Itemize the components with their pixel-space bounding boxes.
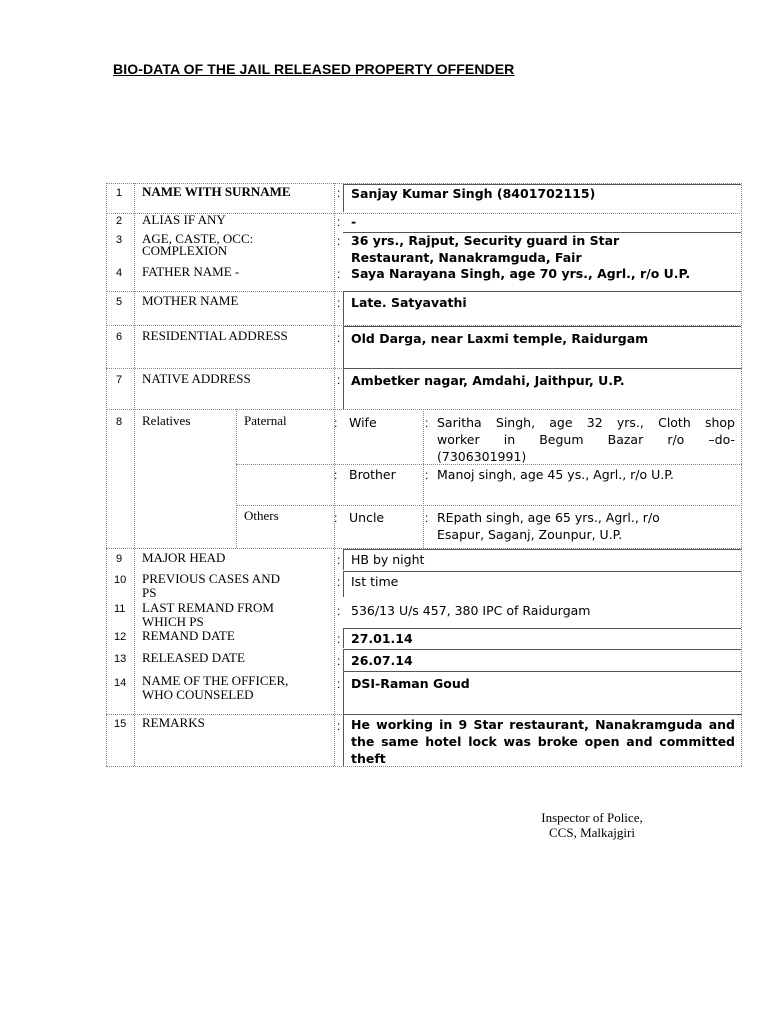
colon-separator: : [337, 331, 341, 345]
row-number: 6 [116, 331, 123, 343]
field-value-native: Ambetker nagar, Amdahi, Jaithpur, U.P. [351, 373, 625, 388]
colon-separator: : [337, 677, 341, 691]
field-label-last-remand-line2: WHICH PS [142, 614, 204, 629]
field-value-father: Saya Narayana Singh, age 70 yrs., Agrl., r/o U.P. [351, 266, 691, 281]
field-value-major-head: HB by night [351, 552, 425, 567]
field-value-residential: Old Darga, near Laxmi temple, Raidurgam [351, 331, 649, 346]
field-label-residential: RESIDENTIAL ADDRESS [142, 328, 288, 343]
document-title: BIO-DATA OF THE JAIL RELEASED PROPERTY OFFENDER [113, 61, 515, 77]
field-label-previous-cases-line1: PREVIOUS CASES AND [142, 571, 280, 586]
colon-separator: : [337, 575, 341, 589]
colon-separator: : [425, 416, 429, 430]
colon-separator: : [337, 632, 341, 646]
relative-uncle-line2: Esapur, Saganj, Zounpur, U.P. [437, 527, 623, 542]
field-label-remand-date: REMAND DATE [142, 628, 235, 643]
row-number: 7 [116, 374, 123, 386]
row-number: 9 [116, 553, 123, 565]
field-value-remarks: He working in 9 Star restaurant, Nanakramguda and the same hotel lock was broke open and committed theft [351, 717, 735, 766]
relative-uncle-line1: REpath singh, age 65 yrs., Agrl., r/o [437, 510, 660, 525]
field-value-last-remand: 536/13 U/s 457, 380 IPC of Raidurgam [351, 603, 591, 618]
field-value-name: Sanjay Kumar Singh (8401702115) [351, 186, 596, 201]
row-number: 5 [116, 296, 123, 308]
relative-wife-line2: worker in Begum Bazar r/o –do- [437, 432, 735, 447]
field-label-officer-line1: NAME OF THE OFFICER, [142, 673, 289, 688]
row-number: 4 [116, 267, 123, 279]
signature-title: Inspector of Police, [541, 810, 643, 825]
field-label-officer-line2: WHO COUNSELED [142, 687, 254, 702]
relative-wife-line3: (7306301991) [437, 449, 527, 464]
relation-wife: Wife [349, 415, 377, 430]
colon-separator: : [337, 604, 341, 618]
colon-separator: : [337, 553, 341, 567]
field-label-age-caste: AGE, CASTE, OCC: COMPLEXION [142, 231, 254, 258]
row-number: 12 [114, 631, 127, 643]
field-value-released-date: 26.07.14 [351, 653, 413, 668]
field-value-age-caste-line2: Restaurant, Nanakramguda, Fair [351, 250, 582, 265]
field-value-officer: DSI-Raman Goud [351, 676, 470, 691]
colon-separator: : [337, 234, 341, 248]
field-label-mother: MOTHER NAME [142, 293, 239, 308]
field-label-previous-cases-line2: PS [142, 585, 157, 600]
signature-office: CCS, Malkajgiri [549, 825, 635, 840]
relatives-others-label: Others [244, 508, 279, 523]
colon-separator: : [337, 267, 341, 281]
field-label-released-date: RELEASED DATE [142, 650, 245, 665]
relation-brother: Brother [349, 467, 396, 482]
colon-separator: : [334, 468, 338, 482]
field-value-age-caste-line1: 36 yrs., Rajput, Security guard in Star [351, 233, 620, 248]
field-label-native: NATIVE ADDRESS [142, 371, 251, 386]
field-label-name: NAME WITH SURNAME [142, 184, 291, 199]
field-label-major-head: MAJOR HEAD [142, 550, 226, 565]
field-value-remand-date: 27.01.14 [351, 631, 413, 646]
row-number: 15 [114, 718, 127, 730]
colon-separator: : [337, 719, 341, 733]
relative-wife-line1: Saritha Singh, age 32 yrs., Cloth shop [437, 415, 735, 430]
row-number: 8 [116, 416, 123, 428]
field-label-last-remand-line1: LAST REMAND FROM [142, 600, 274, 615]
row-number: 14 [114, 677, 127, 689]
field-value-alias: - [351, 214, 357, 229]
colon-separator: : [334, 416, 338, 430]
row-number: 13 [114, 653, 127, 665]
signature-block [527, 810, 657, 840]
field-label-father: FATHER NAME - [142, 264, 240, 279]
field-value-mother: Late. Satyavathi [351, 295, 467, 310]
row-number: 3 [116, 234, 123, 246]
relation-uncle: Uncle [349, 510, 385, 525]
relatives-paternal-label: Paternal [244, 413, 287, 428]
colon-separator: : [425, 468, 429, 482]
colon-separator: : [337, 186, 341, 200]
colon-separator: : [337, 654, 341, 668]
colon-separator: : [334, 511, 338, 525]
field-value-previous-cases: Ist time [351, 574, 399, 589]
colon-separator: : [337, 373, 341, 387]
colon-separator: : [337, 296, 341, 310]
row-number: 2 [116, 215, 123, 227]
row-number: 1 [116, 187, 123, 199]
field-label-relatives: Relatives [142, 413, 191, 428]
colon-separator: : [425, 511, 429, 525]
field-label-alias: ALIAS IF ANY [142, 212, 226, 227]
row-number: 10 [114, 574, 127, 586]
colon-separator: : [337, 215, 341, 229]
field-label-remarks: REMARKS [142, 715, 205, 730]
row-number: 11 [114, 603, 126, 615]
relative-brother-value: Manoj singh, age 45 ys., Agrl., r/o U.P. [437, 467, 674, 482]
